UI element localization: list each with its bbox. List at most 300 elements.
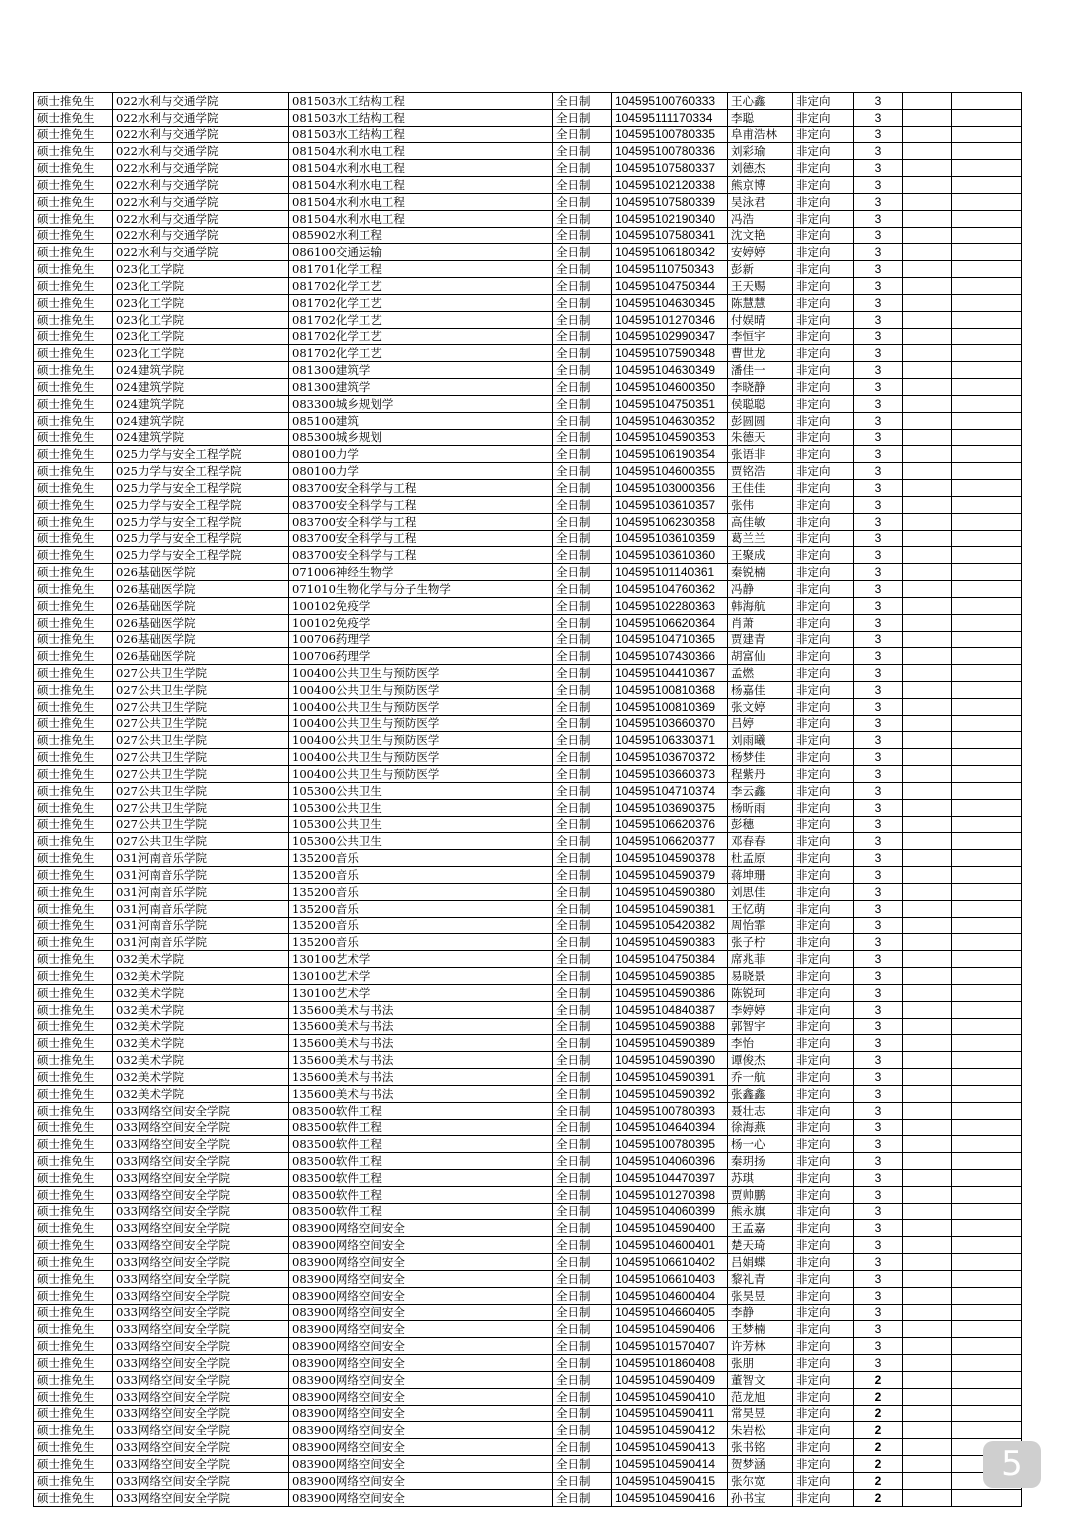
category-cell: 硕士推免生 <box>34 429 113 446</box>
exam-number-cell: 104595107580339 <box>612 193 728 210</box>
blank-cell <box>952 1304 1022 1321</box>
college-cell: 033网络空间安全学院 <box>113 1472 289 1489</box>
college-cell: 022水利与交通学院 <box>113 227 289 244</box>
table-row <box>34 1186 1022 1203</box>
blank-cell <box>952 109 1022 126</box>
major-cell: 083900网络空间安全 <box>289 1304 553 1321</box>
study-mode-cell: 全日制 <box>553 1186 612 1203</box>
student-name-cell: 范龙旭 <box>728 1388 793 1405</box>
blank-cell <box>952 1270 1022 1287</box>
major-cell: 081702化学工艺 <box>289 294 553 311</box>
table-row <box>34 1069 1022 1086</box>
category-cell: 硕士推免生 <box>34 1186 113 1203</box>
study-mode-cell: 全日制 <box>553 648 612 665</box>
category-cell: 硕士推免生 <box>34 934 113 951</box>
orientation-cell: 非定向 <box>793 1203 854 1220</box>
table-row <box>34 833 1022 850</box>
major-cell: 083900网络空间安全 <box>289 1270 553 1287</box>
category-cell: 硕士推免生 <box>34 547 113 564</box>
orientation-cell: 非定向 <box>793 210 854 227</box>
count-cell: 3 <box>854 547 903 564</box>
count-cell: 3 <box>854 1220 903 1237</box>
college-cell: 027公共卫生学院 <box>113 732 289 749</box>
college-cell: 027公共卫生学院 <box>113 799 289 816</box>
count-cell: 3 <box>854 1136 903 1153</box>
category-cell: 硕士推免生 <box>34 715 113 732</box>
exam-number-cell: 104595107430366 <box>612 648 728 665</box>
college-cell: 024建筑学院 <box>113 412 289 429</box>
table-row <box>34 463 1022 480</box>
blank-cell <box>903 1472 952 1489</box>
orientation-cell: 非定向 <box>793 480 854 497</box>
college-cell: 027公共卫生学院 <box>113 665 289 682</box>
study-mode-cell: 全日制 <box>553 1287 612 1304</box>
study-mode-cell: 全日制 <box>553 379 612 396</box>
orientation-cell: 非定向 <box>793 1170 854 1187</box>
exam-number-cell: 104595104590390 <box>612 1052 728 1069</box>
student-name-cell: 刘雨曦 <box>728 732 793 749</box>
count-cell: 3 <box>854 749 903 766</box>
student-name-cell: 侯聪聪 <box>728 395 793 412</box>
count-cell: 3 <box>854 1102 903 1119</box>
study-mode-cell: 全日制 <box>553 749 612 766</box>
college-cell: 027公共卫生学院 <box>113 816 289 833</box>
category-cell: 硕士推免生 <box>34 1355 113 1372</box>
count-cell: 3 <box>854 126 903 143</box>
major-cell: 083700安全科学与工程 <box>289 496 553 513</box>
category-cell: 硕士推免生 <box>34 732 113 749</box>
count-cell: 2 <box>854 1456 903 1473</box>
orientation-cell: 非定向 <box>793 278 854 295</box>
table-row <box>34 429 1022 446</box>
category-cell: 硕士推免生 <box>34 1321 113 1338</box>
blank-cell <box>952 631 1022 648</box>
exam-number-cell: 104595106620376 <box>612 816 728 833</box>
table-row <box>34 109 1022 126</box>
orientation-cell: 非定向 <box>793 597 854 614</box>
blank-cell <box>952 698 1022 715</box>
major-cell: 135600美术与书法 <box>289 1001 553 1018</box>
blank-cell <box>903 93 952 110</box>
blank-cell <box>952 1287 1022 1304</box>
study-mode-cell: 全日制 <box>553 1170 612 1187</box>
category-cell: 硕士推免生 <box>34 984 113 1001</box>
student-name-cell: 肖萧 <box>728 614 793 631</box>
orientation-cell: 非定向 <box>793 1035 854 1052</box>
college-cell: 032美术学院 <box>113 1052 289 1069</box>
study-mode-cell: 全日制 <box>553 513 612 530</box>
orientation-cell: 非定向 <box>793 261 854 278</box>
student-name-cell: 王心鑫 <box>728 93 793 110</box>
major-cell: 083900网络空间安全 <box>289 1321 553 1338</box>
orientation-cell: 非定向 <box>793 1069 854 1086</box>
college-cell: 033网络空间安全学院 <box>113 1405 289 1422</box>
table-row <box>34 900 1022 917</box>
student-name-cell: 朱岩松 <box>728 1422 793 1439</box>
blank-cell <box>952 1338 1022 1355</box>
college-cell: 033网络空间安全学院 <box>113 1170 289 1187</box>
exam-number-cell: 104595104590386 <box>612 984 728 1001</box>
table-row <box>34 395 1022 412</box>
blank-cell <box>952 1355 1022 1372</box>
blank-cell <box>903 1102 952 1119</box>
exam-number-cell: 104595104590388 <box>612 1018 728 1035</box>
college-cell: 025力学与安全工程学院 <box>113 463 289 480</box>
student-name-cell: 刘彩瑜 <box>728 143 793 160</box>
major-cell: 083300城乡规划学 <box>289 395 553 412</box>
count-cell: 3 <box>854 412 903 429</box>
major-cell: 081504水利水电工程 <box>289 210 553 227</box>
major-cell: 100400公共卫生与预防医学 <box>289 698 553 715</box>
exam-number-cell: 104595104590410 <box>612 1388 728 1405</box>
blank-cell <box>952 93 1022 110</box>
student-name-cell: 胡富仙 <box>728 648 793 665</box>
table-row <box>34 631 1022 648</box>
study-mode-cell: 全日制 <box>553 1388 612 1405</box>
orientation-cell: 非定向 <box>793 850 854 867</box>
student-name-cell: 孙书宝 <box>728 1489 793 1506</box>
exam-number-cell: 104595102280363 <box>612 597 728 614</box>
major-cell: 135600美术与书法 <box>289 1069 553 1086</box>
orientation-cell: 非定向 <box>793 917 854 934</box>
major-cell: 083900网络空间安全 <box>289 1254 553 1271</box>
college-cell: 033网络空间安全学院 <box>113 1136 289 1153</box>
study-mode-cell: 全日制 <box>553 261 612 278</box>
major-cell: 081300建筑学 <box>289 379 553 396</box>
orientation-cell: 非定向 <box>793 547 854 564</box>
major-cell: 100400公共卫生与预防医学 <box>289 766 553 783</box>
table-row <box>34 1001 1022 1018</box>
count-cell: 3 <box>854 177 903 194</box>
major-cell: 083900网络空间安全 <box>289 1388 553 1405</box>
blank-cell <box>952 429 1022 446</box>
study-mode-cell: 全日制 <box>553 1321 612 1338</box>
table-row <box>34 1052 1022 1069</box>
category-cell: 硕士推免生 <box>34 631 113 648</box>
count-cell: 3 <box>854 109 903 126</box>
study-mode-cell: 全日制 <box>553 1472 612 1489</box>
study-mode-cell: 全日制 <box>553 210 612 227</box>
study-mode-cell: 全日制 <box>553 143 612 160</box>
study-mode-cell: 全日制 <box>553 177 612 194</box>
college-cell: 033网络空间安全学院 <box>113 1153 289 1170</box>
orientation-cell: 非定向 <box>793 1422 854 1439</box>
blank-cell <box>903 1422 952 1439</box>
exam-number-cell: 104595104660405 <box>612 1304 728 1321</box>
major-cell: 083500软件工程 <box>289 1186 553 1203</box>
study-mode-cell: 全日制 <box>553 1203 612 1220</box>
college-cell: 024建筑学院 <box>113 379 289 396</box>
major-cell: 083900网络空间安全 <box>289 1489 553 1506</box>
exam-number-cell: 104595104590391 <box>612 1069 728 1086</box>
blank-cell <box>903 698 952 715</box>
exam-number-cell: 104595104590414 <box>612 1456 728 1473</box>
student-name-cell: 陈慧慧 <box>728 294 793 311</box>
table-row <box>34 782 1022 799</box>
category-cell: 硕士推免生 <box>34 1439 113 1456</box>
category-cell: 硕士推免生 <box>34 867 113 884</box>
table-row <box>34 1338 1022 1355</box>
count-cell: 3 <box>854 1237 903 1254</box>
blank-cell <box>952 614 1022 631</box>
count-cell: 3 <box>854 1270 903 1287</box>
college-cell: 033网络空间安全学院 <box>113 1220 289 1237</box>
blank-cell <box>903 597 952 614</box>
major-cell: 083500软件工程 <box>289 1119 553 1136</box>
blank-cell <box>952 1001 1022 1018</box>
study-mode-cell: 全日制 <box>553 1018 612 1035</box>
table-row <box>34 1035 1022 1052</box>
exam-number-cell: 104595104590406 <box>612 1321 728 1338</box>
college-cell: 026基础医学院 <box>113 564 289 581</box>
blank-cell <box>903 1203 952 1220</box>
count-cell: 3 <box>854 1085 903 1102</box>
blank-cell <box>903 227 952 244</box>
student-name-cell: 王天赐 <box>728 278 793 295</box>
orientation-cell: 非定向 <box>793 1018 854 1035</box>
major-cell: 130100艺术学 <box>289 968 553 985</box>
major-cell: 130100艺术学 <box>289 951 553 968</box>
college-cell: 027公共卫生学院 <box>113 833 289 850</box>
table-row <box>34 160 1022 177</box>
blank-cell <box>952 597 1022 614</box>
major-cell: 135600美术与书法 <box>289 1052 553 1069</box>
college-cell: 033网络空间安全学院 <box>113 1186 289 1203</box>
student-name-cell: 贾帅鹏 <box>728 1186 793 1203</box>
major-cell: 081701化学工程 <box>289 261 553 278</box>
student-name-cell: 董智文 <box>728 1371 793 1388</box>
student-name-cell: 潘佳一 <box>728 362 793 379</box>
study-mode-cell: 全日制 <box>553 816 612 833</box>
exam-number-cell: 104595102120338 <box>612 177 728 194</box>
college-cell: 032美术学院 <box>113 1018 289 1035</box>
blank-cell <box>903 665 952 682</box>
orientation-cell: 非定向 <box>793 126 854 143</box>
table-row <box>34 1405 1022 1422</box>
study-mode-cell: 全日制 <box>553 1237 612 1254</box>
study-mode-cell: 全日制 <box>553 1422 612 1439</box>
table-row <box>34 480 1022 497</box>
exam-number-cell: 104595106620364 <box>612 614 728 631</box>
count-cell: 2 <box>854 1422 903 1439</box>
blank-cell <box>952 648 1022 665</box>
college-cell: 026基础医学院 <box>113 597 289 614</box>
orientation-cell: 非定向 <box>793 379 854 396</box>
table-row <box>34 1237 1022 1254</box>
count-cell: 3 <box>854 1035 903 1052</box>
college-cell: 032美术学院 <box>113 984 289 1001</box>
study-mode-cell: 全日制 <box>553 1489 612 1506</box>
blank-cell <box>952 547 1022 564</box>
major-cell: 081503水工结构工程 <box>289 126 553 143</box>
exam-number-cell: 104595104060399 <box>612 1203 728 1220</box>
college-cell: 025力学与安全工程学院 <box>113 496 289 513</box>
count-cell: 3 <box>854 1001 903 1018</box>
category-cell: 硕士推免生 <box>34 395 113 412</box>
blank-cell <box>903 328 952 345</box>
category-cell: 硕士推免生 <box>34 1237 113 1254</box>
exam-number-cell: 104595104600404 <box>612 1287 728 1304</box>
major-cell: 081504水利水电工程 <box>289 177 553 194</box>
count-cell: 2 <box>854 1371 903 1388</box>
count-cell: 3 <box>854 867 903 884</box>
blank-cell <box>903 1489 952 1506</box>
student-name-cell: 邓春春 <box>728 833 793 850</box>
category-cell: 硕士推免生 <box>34 833 113 850</box>
count-cell: 3 <box>854 294 903 311</box>
category-cell: 硕士推免生 <box>34 648 113 665</box>
blank-cell <box>903 547 952 564</box>
college-cell: 033网络空间安全学院 <box>113 1456 289 1473</box>
major-cell: 083700安全科学与工程 <box>289 513 553 530</box>
college-cell: 024建筑学院 <box>113 362 289 379</box>
table-row <box>34 530 1022 547</box>
exam-number-cell: 104595106330371 <box>612 732 728 749</box>
study-mode-cell: 全日制 <box>553 1035 612 1052</box>
major-cell: 100102免疫学 <box>289 614 553 631</box>
study-mode-cell: 全日制 <box>553 1405 612 1422</box>
blank-cell <box>952 1203 1022 1220</box>
study-mode-cell: 全日制 <box>553 597 612 614</box>
blank-cell <box>952 463 1022 480</box>
student-name-cell: 王忆萌 <box>728 900 793 917</box>
count-cell: 3 <box>854 1170 903 1187</box>
exam-number-cell: 104595106610402 <box>612 1254 728 1271</box>
count-cell: 3 <box>854 581 903 598</box>
table-row <box>34 1119 1022 1136</box>
count-cell: 3 <box>854 900 903 917</box>
study-mode-cell: 全日制 <box>553 934 612 951</box>
exam-number-cell: 104595104600401 <box>612 1237 728 1254</box>
student-name-cell: 葛兰兰 <box>728 530 793 547</box>
table-row <box>34 732 1022 749</box>
student-name-cell: 李聪 <box>728 109 793 126</box>
orientation-cell: 非定向 <box>793 1456 854 1473</box>
study-mode-cell: 全日制 <box>553 732 612 749</box>
blank-cell <box>952 917 1022 934</box>
college-cell: 022水利与交通学院 <box>113 143 289 160</box>
table-row <box>34 1489 1022 1506</box>
blank-cell <box>952 1170 1022 1187</box>
orientation-cell: 非定向 <box>793 665 854 682</box>
category-cell: 硕士推免生 <box>34 1170 113 1187</box>
category-cell: 硕士推免生 <box>34 1001 113 1018</box>
blank-cell <box>903 1456 952 1473</box>
category-cell: 硕士推免生 <box>34 109 113 126</box>
blank-cell <box>903 681 952 698</box>
study-mode-cell: 全日制 <box>553 833 612 850</box>
student-name-cell: 李恒宇 <box>728 328 793 345</box>
student-name-cell: 吕婷 <box>728 715 793 732</box>
category-cell: 硕士推免生 <box>34 446 113 463</box>
exam-number-cell: 104595101270398 <box>612 1186 728 1203</box>
count-cell: 3 <box>854 766 903 783</box>
blank-cell <box>903 867 952 884</box>
major-cell: 135200音乐 <box>289 900 553 917</box>
orientation-cell: 非定向 <box>793 160 854 177</box>
blank-cell <box>903 1338 952 1355</box>
college-cell: 033网络空间安全学院 <box>113 1489 289 1506</box>
student-name-cell: 李怡 <box>728 1035 793 1052</box>
college-cell: 025力学与安全工程学院 <box>113 547 289 564</box>
study-mode-cell: 全日制 <box>553 917 612 934</box>
orientation-cell: 非定向 <box>793 698 854 715</box>
blank-cell <box>903 816 952 833</box>
category-cell: 硕士推免生 <box>34 1153 113 1170</box>
exam-number-cell: 104595111170334 <box>612 109 728 126</box>
orientation-cell: 非定向 <box>793 227 854 244</box>
count-cell: 3 <box>854 883 903 900</box>
study-mode-cell: 全日制 <box>553 345 612 362</box>
category-cell: 硕士推免生 <box>34 1018 113 1035</box>
study-mode-cell: 全日制 <box>553 614 612 631</box>
exam-number-cell: 104595106190354 <box>612 446 728 463</box>
blank-cell <box>903 1052 952 1069</box>
orientation-cell: 非定向 <box>793 294 854 311</box>
exam-number-cell: 104595103660370 <box>612 715 728 732</box>
count-cell: 3 <box>854 681 903 698</box>
count-cell: 3 <box>854 1069 903 1086</box>
study-mode-cell: 全日制 <box>553 698 612 715</box>
major-cell: 083900网络空间安全 <box>289 1422 553 1439</box>
exam-number-cell: 104595104750344 <box>612 278 728 295</box>
table-row <box>34 816 1022 833</box>
student-name-cell: 聂壮志 <box>728 1102 793 1119</box>
blank-cell <box>903 782 952 799</box>
college-cell: 026基础医学院 <box>113 614 289 631</box>
blank-cell <box>952 900 1022 917</box>
student-name-cell: 郭智宇 <box>728 1018 793 1035</box>
college-cell: 033网络空间安全学院 <box>113 1304 289 1321</box>
blank-cell <box>952 665 1022 682</box>
student-name-cell: 熊京博 <box>728 177 793 194</box>
blank-cell <box>903 530 952 547</box>
count-cell: 2 <box>854 1405 903 1422</box>
college-cell: 022水利与交通学院 <box>113 126 289 143</box>
exam-number-cell: 104595100810368 <box>612 681 728 698</box>
exam-number-cell: 104595103610360 <box>612 547 728 564</box>
major-cell: 100400公共卫生与预防医学 <box>289 665 553 682</box>
count-cell: 3 <box>854 1052 903 1069</box>
blank-cell <box>952 496 1022 513</box>
blank-cell <box>952 1489 1022 1506</box>
study-mode-cell: 全日制 <box>553 1085 612 1102</box>
orientation-cell: 非定向 <box>793 328 854 345</box>
count-cell: 3 <box>854 816 903 833</box>
blank-cell <box>952 227 1022 244</box>
category-cell: 硕士推免生 <box>34 1220 113 1237</box>
major-cell: 135600美术与书法 <box>289 1085 553 1102</box>
blank-cell <box>903 109 952 126</box>
count-cell: 3 <box>854 1321 903 1338</box>
table-row <box>34 244 1022 261</box>
college-cell: 033网络空间安全学院 <box>113 1355 289 1372</box>
major-cell: 100706药理学 <box>289 631 553 648</box>
blank-cell <box>952 934 1022 951</box>
student-name-cell: 安婷婷 <box>728 244 793 261</box>
student-name-cell: 张朋 <box>728 1355 793 1372</box>
student-name-cell: 冯静 <box>728 581 793 598</box>
blank-cell <box>903 126 952 143</box>
blank-cell <box>903 1270 952 1287</box>
blank-cell <box>903 244 952 261</box>
blank-cell <box>952 177 1022 194</box>
college-cell: 023化工学院 <box>113 345 289 362</box>
exam-number-cell: 104595104590412 <box>612 1422 728 1439</box>
major-cell: 105300公共卫生 <box>289 799 553 816</box>
orientation-cell: 非定向 <box>793 968 854 985</box>
category-cell: 硕士推免生 <box>34 294 113 311</box>
